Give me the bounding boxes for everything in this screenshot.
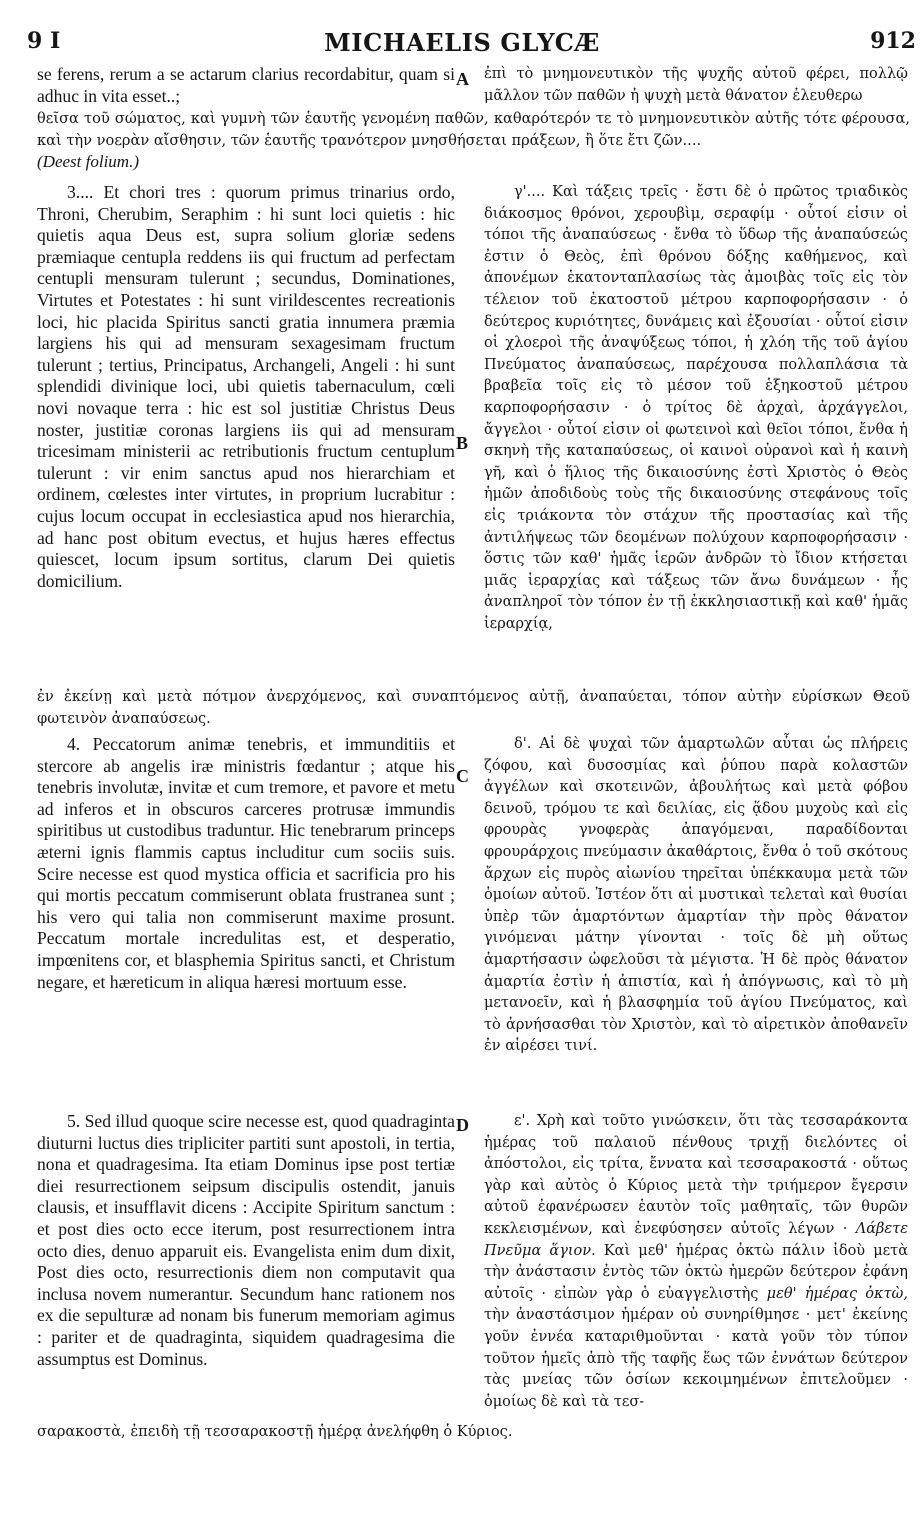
greek-fullwidth-paragraph-3: ἐν ἐκείνῃ καὶ μετὰ πότμον ἀνερχόμενος, καὶ συναπτόμενος αὐτῇ, ἀναπαύεται, τόπον αὐτὴν εὑρίσκων Θεοῦ φωτεινὸν ἀναπαύσεως. [37,688,910,727]
greek-paragraph-5 [484,1111,908,1413]
latin-paragraph-4: 4. Peccatorum animæ tenebris, et immunditiis et stercore ab angelis iræ ministris fœdantur ; atque his tenebris involutæ, invitæ et cum tremore, et pavore et metu ad inferos et in obscuros carceres protrusæ immundis spiritibus ut custodibus traduntur. Hic tenebrarum princeps æterni ignis flammis captus includitur cum sociis suis. Scire necesse est quod mystica officia et sacrificia pro his qui mortis peccatum commiserunt oblata frustranea sunt ; his vero qui talia non commiserunt maxime prosunt. Peccatum mortale incredulitas est, et desperatio, impœnitens cor, et blasphemia Spiritus sancti, et Christum negare, et hæreticum in aliqua hæresi mortuum esse. [37,734,455,992]
greek-paragraph-3: γ'.... Καὶ τάξεις τρεῖς · ἔστι δὲ ὁ πρῶτος τριαδικὸς διάκοσμος θρόνοι, χερουβὶμ, σεραφίμ · οὗτοί εἰσιν οἱ τόποι τῆς ἀναπαύσεως · ἔνθα τὸ ὕδωρ τῆς ἀναπαύσεώς ἐστιν ὁ Θεὸς, ἐπὶ θρόνου δόξης καθήμενος, καὶ ἀπονέμων ἑκατονταπλασίως τὰς ἀμοιβὰς τοῖς εἰς τὸν τέλειον τοῦ ἑκατοστοῦ μέτρου καρποφορήσασιν · ὁ δεύτερος κυριότητες, δυνάμεις καὶ ἐξουσίαι · οὗτοί εἰσιν οἱ χλοεροὶ τῆς ἀναψύξεως τόποι, ἡ χλόη τῆς τοῦ ἁγίου Πνεύματος ἀναπαύσεως, παρέχουσα πολλαπλάσια τὰ βραβεῖα τοῖς εἰς τὸ μέσον τοῦ ἑξηκοστοῦ μέτρου καρποφορήσασιν · ὁ τρίτος δὲ ἀρχαὶ, ἀρχάγγελοι, ἄγγελοι · οὗτοί εἰσιν οἱ φωτεινοὶ καὶ θεῖοι τόποι, ἔνθα ἡ σκηνὴ τῆς καταπαύσεως, οἱ καινοὶ οὐρανοὶ καὶ ἡ καινὴ γῆ, καὶ ὁ ἥλιος τῆς δικαιοσύνης ἐστὶ Χριστὸς ὁ Θεὸς ἡμῶν ἀποδιδοὺς τοὺς τῆς δικαιοσύνης στεφάνους τοῖς εἰς τριάκοντα τὸν στάχυν τῆς προστασίας καὶ τῆς ἀντιλήψεως τῶν δεομένων πολύχουν καρποφορήσασιν · ὅστις τῶν καθ' ἡμᾶς ἱερῶν ἀνδρῶν τὸ ἴδιον κτήσεται μιᾶς ἱεραρχίας καὶ τάξεως τῶν ἄνω δυνάμεων · ἧς ἀναπληροῖ τὸν τόπον ἐν τῇ ἐκκλησιαστικῇ καὶ καθ' ἡμᾶς ἱεραρχίᾳ, [484,184,908,632]
running-title: MICHAELIS GLYCÆ [324,28,600,57]
greek-continuation: ἐπὶ τὸ μνημονευτικὸν τῆς ψυχῆς αὐτοῦ φέρει, πολλῷ μᾶλλον τῶν παθῶν ἡ ψυχὴ μετὰ θάνατον ἐλευθερω [484,66,908,104]
greek-fullwidth-continuation: θεῖσα τοῦ σώματος, καὶ γυμνὴ τῶν ἑαυτῆς γενομένη παθῶν, καθαρότερόν τε τὸ μνημονευτικὸν αὐτῆς τότε φέρουσα, καὶ τὴν νοερὰν αἴσθησιν, τῶν ἑαυτῆς τρανότερον μνησθήσεται πράξεων, ἢ ὅτε ἔτι ζῶν.... [37,110,910,149]
greek-fullwidth-paragraph-5: σαρακοστὰ, ἐπειδὴ τῇ τεσσαρακοστῇ ἡμέρᾳ ἀνελήφθη ὁ Κύριος. [37,1423,513,1440]
page-number-right: 912 [870,28,916,54]
greek-paragraph-5-part-c: τὴν ἀναστάσιμον ἡμέραν οὐ συνηρίθμησε · μετ' ἐκείνης γοῦν ἐννέα καταριθμοῦνται · κατὰ γοῦν τὸν τύπον τοῦτον ἡμεῖς ἀπὸ τῆς ταφῆς ἕως τῶν ἐννάτων δεύτερον τὰς μνείας τῶν ὁσίων κεκοιμημένων ἐπιτελοῦμεν · ὁμοίως δὲ καὶ τὰ τεσ- [484,1307,908,1410]
greek-paragraph-5-part-b: Καὶ μεθ' ἡμέρας ὀκτὼ πάλιν ἰδοὺ μετὰ τὴν ἀνάστασιν ἐντὸς τῶν ὀκτὼ ἡμερῶν δεύτερον ἐφάνη αὐτοῖς · εἰπὼν γὰρ ὁ εὐαγγελιστὴς [484,1242,908,1302]
greek-paragraph-5-part-a: ε'. Χρὴ καὶ τοῦτο γινώσκειν, ὅτι τὰς τεσσαράκοντα ἡμέρας τοῦ παλαιοῦ πένθους τριχῇ διελόντες οἱ ἀπόστολοι, εἰς τρίτα, ἔννατα καὶ τεσσαρακοστά · οὕτως γὰρ καὶ αὐτὸς ὁ Κύριος μετὰ τὴν τριήμερον ἔγερσιν αὐτοῦ ἐφανέρωσεν ἑαυτὸν τοῖς μαθηταῖς, τῶν θυρῶν κεκλεισμένων, καὶ ἐνεφύσησεν αὐτοῖς λέγων · [484,1113,908,1237]
margin-marker-d: D [456,1115,469,1135]
latin-continuation: se ferens, rerum a se actarum clarius recordabitur, quam si adhuc in vita esset..; [37,64,455,106]
latin-paragraph-3: 3.... Et chori tres : quorum primus trinarius ordo, Throni, Cherubim, Seraphim : hi sunt loci quietis : hic quietis aqua Deus est, supra solium gloriæ sedens præmiaque centupla reddens iis qui fructum ad perfectam centupli mensuram tulerunt ; secundus, Dominationes, Virtutes et Potestates : hi sunt virildescentes recreationis loci, hic placida Spiritus sancti gratia innumera præmia largiens his qui ad mensuram sexagesimam fructum tulerunt ; tertius, Principatus, Archangeli, Angeli : hi sunt splendidi divinique loci, ubi quietis tabernaculum, cœli novi novaque terra : hic est sol justitiæ Christus Deus noster, justitiæ coronas largiens iis qui ad mensuram tricesimam ministerii ac retributionis fructum centuplum tulerunt : vir enim sanctus apud nos hierarchiam et ordinem, cœlestes inter virtutes, in proprium lucrabitur : cujus locum occupat in ecclesiastica apud nos hierarchia, ad hanc post obitum evectus, et hujus hæres effectus quiescet, locum ipsum sortitus, clarum Dei quietis domicilium. [37,182,455,591]
editorial-note: (Deest folium.) [37,152,139,171]
page-number-left: 9 I [27,28,61,54]
greek-quote-receive-spirit: Λάβετε Πνεῦμα ἅγιον. [484,1220,909,1259]
greek-paragraph-4: δ'. Αἱ δὲ ψυχαὶ τῶν ἁμαρτωλῶν αὗται ὡς πλήρεις ζόφου, καὶ δυσοσμίας καὶ ῥύπου παρὰ κολαστῶν ἀγγέλων καὶ σκοτεινῶν, ἀβουλήτως καὶ μετὰ φόβου δεινοῦ, τρόμου τε καὶ δειλίας, εἰς ᾅδου μυχοὺς καὶ εἰς φρουρὰς γνοφερὰς ἀπαγόμεναι, παραδίδονται φρουράρχοις πνεύμασιν ἀκαθάρτοις, ἔνθα ὁ τοῦ σκότους ἄρχων εἰς πυρὸς αἰωνίου τηρεῖται ὑπέκκαυμα μετὰ τῶν ὁμοίων αὐτοῦ. Ἰστέον ὅτι αἱ μυστικαὶ τελεταὶ καὶ θυσίαι ὑπὲρ τῶν ἁμαρτόντων ἁμαρτίαν τὴν πρὸς θάνατον γινόμεναι μάτην γίνονται · τοῖς δὲ μὴ οὕτως ἁμαρτήσασιν ὠφελοῦσι τὰ μέγιστα. Ἡ δὲ πρὸς θάνατον ἁμαρτία ἐστὶν ἡ ἀπιστία, καὶ ἡ ἀπόγνωσις, καὶ τὸ μὴ μετανοεῖν, καὶ ἡ βλασφημία τοῦ ἁγίου Πνεύματος, καὶ τὸ ἀρνήσασθαι τὸν Χριστὸν, καὶ τὸ αἱρετικὸν ἀποθανεῖν ἐν αἱρέσει τινί. [484,736,908,1055]
greek-quote-eight-days: μεθ' ἡμέρας ὀκτὼ, [766,1285,908,1302]
page-header [0,10,924,57]
margin-marker-b: B [456,433,469,453]
margin-marker-c: C [456,766,469,786]
margin-marker-a: A [456,69,469,89]
latin-paragraph-5: 5. Sed illud quoque scire necesse est, quod quadraginta diuturni luctus dies tripliciter partiti sunt apostoli, in tertia, nona et quadragesima. Ita etiam Dominus ipse post tertiæ diei resurrectionem seipsum discipulis ostendit, januis clausis, et insufflavit dicens : Accipite Spiritum sanctum : et post dies octo ecce iterum, post resurrectionem intra octo dies, denuo apparuit eis. Evangelista enim dum dixit, Post dies octo, resurrectionis diem non computavit qua inclusa novem numerantur. Secundum hanc rationem nos ex die sepulturæ ad nonam bis funerum memoriam agimus : pariter et de quadraginta, siquidem quadragesima die assumptus est Dominus. [37,1111,455,1369]
